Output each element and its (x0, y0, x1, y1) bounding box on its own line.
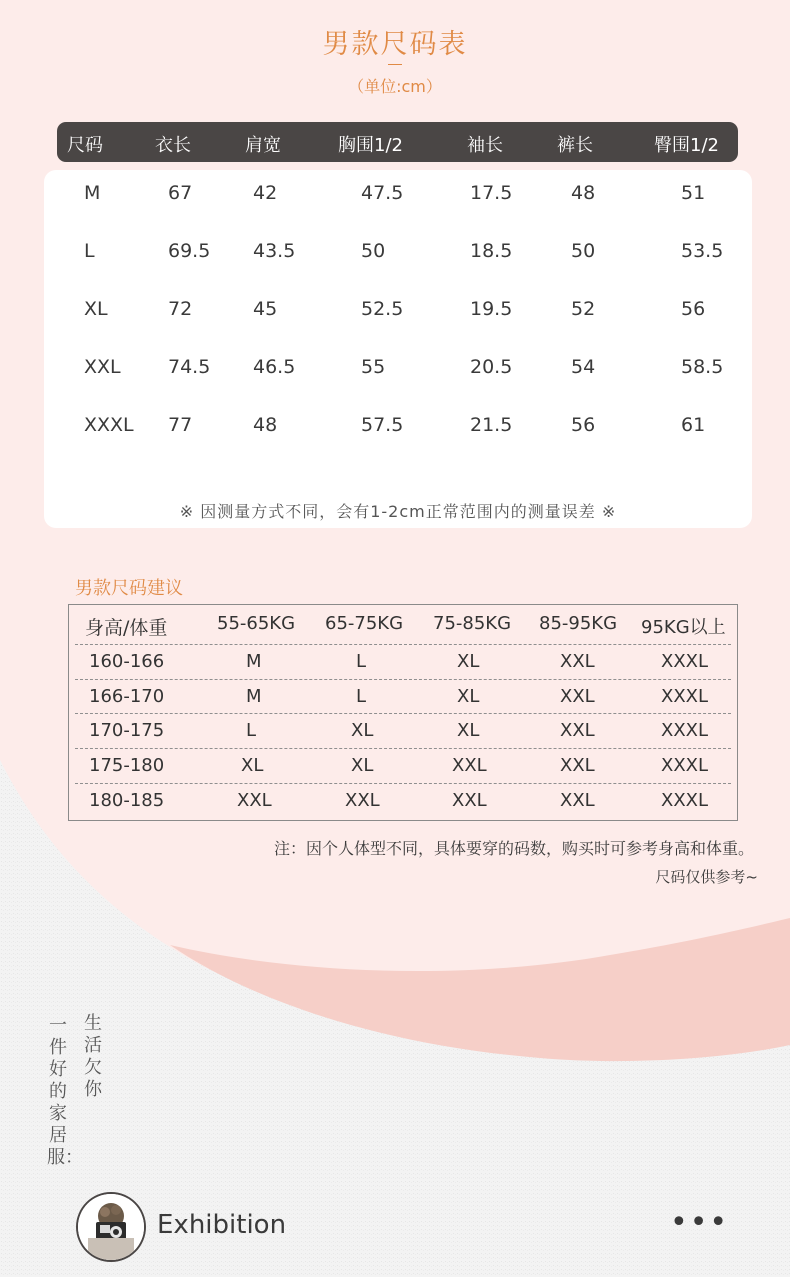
table-cell: XXL (345, 790, 380, 811)
table-cell: XXXL (661, 790, 709, 811)
table-cell: 55 (361, 356, 386, 378)
brand-name: Exhibition (157, 1210, 287, 1240)
table-cell: 54 (571, 356, 596, 378)
header-chest: 胸围1/2 (338, 135, 403, 156)
table-cell: L (84, 240, 95, 262)
table-cell: XXL (560, 720, 595, 741)
table-cell: L (356, 651, 367, 672)
table-cell: XXL (452, 755, 487, 776)
table-cell: 48 (253, 414, 278, 436)
table-row (44, 414, 752, 444)
table-cell: 45 (253, 298, 278, 320)
size-table-header (57, 122, 738, 162)
header-length: 衣长 (155, 135, 191, 156)
table-row (44, 182, 752, 212)
row-divider (75, 748, 731, 749)
header-shoulder: 肩宽 (245, 135, 281, 156)
table-cell: XXL (560, 686, 595, 707)
row-divider (75, 644, 731, 645)
table-cell: 47.5 (361, 182, 404, 204)
title-divider (388, 64, 402, 65)
table-cell: M (84, 182, 101, 204)
recommend-header-cell: 55-65KG (217, 613, 296, 634)
table-cell: XXL (452, 790, 487, 811)
measurement-note: ※ 因测量方式不同，会有1-2cm正常范围内的测量误差 ※ (179, 502, 617, 521)
table-cell: XL (84, 298, 108, 320)
table-cell: XXXL (661, 755, 709, 776)
header-hip: 臀围1/2 (654, 135, 719, 156)
table-row (44, 240, 752, 270)
table-cell: 43.5 (253, 240, 296, 262)
reference-note: 尺码仅供参考~ (655, 868, 758, 886)
header-pants: 裤长 (557, 135, 593, 156)
table-cell: XXXL (84, 414, 134, 436)
table-cell: 53.5 (681, 240, 724, 262)
table-cell: 56 (681, 298, 706, 320)
recommend-note: 注：因个人体型不同，具体要穿的码数，购买时可参考身高和体重。 (273, 839, 754, 858)
table-cell: 77 (168, 414, 193, 436)
table-cell: 61 (681, 414, 706, 436)
recommend-header-cell: 95KG以上 (641, 617, 726, 638)
unit-label: （单位:cm） (348, 77, 442, 96)
table-cell: 50 (361, 240, 386, 262)
table-cell: XXXL (661, 720, 709, 741)
table-cell: 67 (168, 182, 193, 204)
table-cell: L (356, 686, 367, 707)
recommend-header-cell: 85-95KG (539, 613, 618, 634)
table-cell: XXL (237, 790, 272, 811)
recommend-title: 男款尺码建议 (75, 578, 183, 599)
table-cell: M (246, 651, 262, 672)
table-cell: 170-175 (89, 720, 165, 741)
row-divider (75, 713, 731, 714)
vertical-slogan-left: 一件好的家居服： (47, 1015, 83, 1168)
table-cell: 74.5 (168, 356, 211, 378)
table-cell: 17.5 (470, 182, 513, 204)
table-cell: XL (457, 720, 480, 741)
table-cell: 20.5 (470, 356, 513, 378)
table-cell: XL (457, 686, 480, 707)
recommend-header-cell: 身高/体重 (85, 617, 168, 639)
table-cell: 180-185 (89, 790, 165, 811)
row-divider (75, 783, 731, 784)
table-cell: M (246, 686, 262, 707)
table-cell: 46.5 (253, 356, 296, 378)
table-cell: 51 (681, 182, 706, 204)
table-cell: 52.5 (361, 298, 404, 320)
table-cell: XXL (84, 356, 121, 378)
table-row (44, 356, 752, 386)
table-cell: 42 (253, 182, 278, 204)
avatar-photo-icon (78, 1194, 144, 1260)
table-cell: 21.5 (470, 414, 513, 436)
table-cell: 56 (571, 414, 596, 436)
recommend-table (68, 604, 738, 821)
table-cell: 57.5 (361, 414, 404, 436)
more-dots-icon[interactable]: ••• (670, 1205, 730, 1240)
table-cell: 175-180 (89, 755, 165, 776)
table-cell: 48 (571, 182, 596, 204)
size-table-body (44, 170, 752, 528)
recommend-header-cell: 65-75KG (325, 613, 404, 634)
row-divider (75, 679, 731, 680)
table-cell: 50 (571, 240, 596, 262)
table-cell: XXXL (661, 686, 709, 707)
table-cell: 19.5 (470, 298, 513, 320)
table-cell: 18.5 (470, 240, 513, 262)
table-cell: XL (457, 651, 480, 672)
table-cell: L (246, 720, 257, 741)
table-row (44, 298, 752, 328)
recommend-header-cell: 75-85KG (433, 613, 512, 634)
table-cell: 58.5 (681, 356, 724, 378)
table-cell: XXL (560, 651, 595, 672)
header-size: 尺码 (67, 135, 103, 156)
page-title: 男款尺码表 (322, 29, 468, 60)
table-cell: XXL (560, 790, 595, 811)
table-cell: XL (241, 755, 264, 776)
table-cell: XXXL (661, 651, 709, 672)
table-cell: XL (351, 755, 374, 776)
vertical-slogan-right: 生活欠你 (84, 1013, 102, 1100)
avatar[interactable] (78, 1194, 144, 1260)
table-cell: 69.5 (168, 240, 211, 262)
table-cell: 166-170 (89, 686, 165, 707)
table-cell: XL (351, 720, 374, 741)
header-sleeve: 袖长 (467, 135, 503, 156)
table-cell: 160-166 (89, 651, 165, 672)
table-cell: 52 (571, 298, 596, 320)
table-cell: 72 (168, 298, 193, 320)
table-cell: XXL (560, 755, 595, 776)
